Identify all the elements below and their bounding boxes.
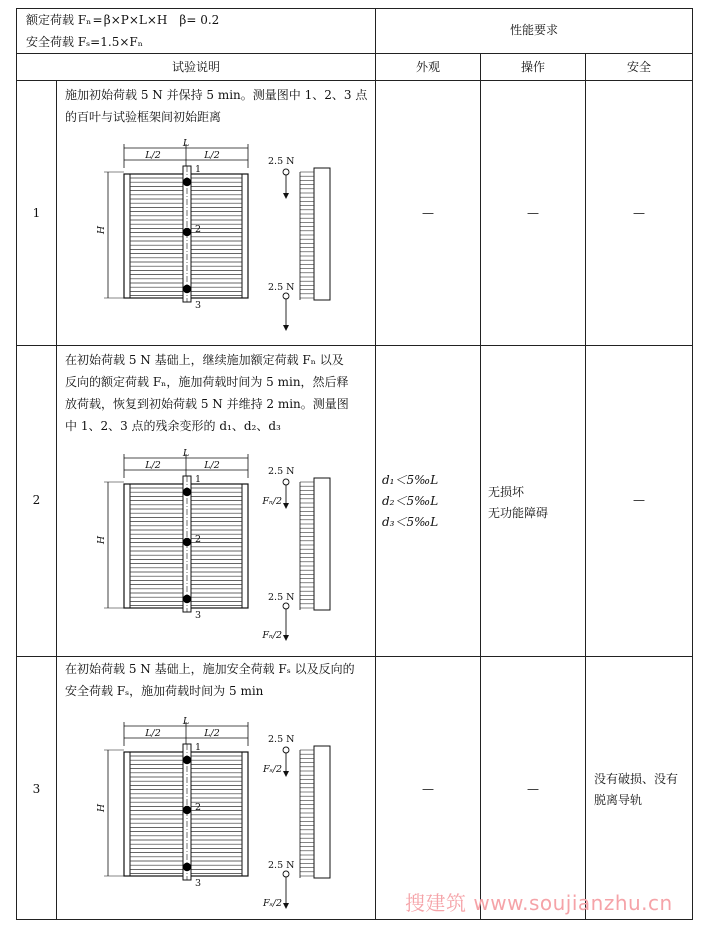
criterion-line: d₃＜5‰L xyxy=(382,515,439,529)
arrowhead xyxy=(283,771,289,777)
measure-point xyxy=(183,285,191,293)
point-label-2: 2 xyxy=(195,534,202,545)
appearance-criteria xyxy=(382,470,438,533)
criterion-line: d₂＜5‰L xyxy=(382,494,439,508)
force-label-top: Fₙ/2 xyxy=(262,496,282,507)
load-label-top: 2.5 N xyxy=(268,734,295,745)
measure-point xyxy=(183,756,191,764)
load-point-top xyxy=(283,747,289,753)
column-header-test-description: 试验说明 xyxy=(171,60,220,74)
performance-requirements-heading: 性能要求 xyxy=(509,23,558,37)
load-label-bottom: 2.5 N xyxy=(268,282,295,293)
label-H: H xyxy=(96,225,107,235)
appearance-value: — xyxy=(422,206,434,220)
diagram-svg xyxy=(90,448,350,641)
point-label-1: 1 xyxy=(195,742,202,753)
row-number: 3 xyxy=(32,782,41,796)
table-border-bottom xyxy=(16,919,693,920)
label-L2-right: L/2 xyxy=(204,460,220,471)
load-label-top: 2.5 N xyxy=(268,156,295,167)
point-label-3: 3 xyxy=(195,610,202,621)
diagram-svg xyxy=(90,138,350,318)
table-border-right xyxy=(692,8,693,920)
label-L2-left: L/2 xyxy=(145,150,161,161)
side-view-panel xyxy=(314,478,330,610)
appearance-value: — xyxy=(422,782,434,796)
label-H: H xyxy=(96,535,107,545)
point-label-2: 2 xyxy=(195,802,202,813)
arrowhead xyxy=(283,193,289,199)
divider-header-horizontal xyxy=(16,53,693,54)
row-number: 1 xyxy=(32,206,41,220)
load-point-bottom xyxy=(283,871,289,877)
description-line: 安全荷载 Fₛ，施加荷载时间为 5 min xyxy=(65,684,264,698)
measure-point xyxy=(183,488,191,496)
operation-value: — xyxy=(527,206,539,220)
point-label-3: 3 xyxy=(195,878,202,889)
point-label-1: 1 xyxy=(195,474,202,485)
divider-row1-row2 xyxy=(16,345,693,346)
divider-colheader-bottom xyxy=(16,80,693,81)
formula-rated-load: 额定荷载 Fₙ = β×P×L×H β= 0.2 xyxy=(26,13,220,27)
description-line: 放荷载，恢复到初始荷载 5 N 并维持 2 min。测量图 xyxy=(65,397,349,411)
load-point-top xyxy=(283,169,289,175)
safety-value: — xyxy=(633,206,645,220)
arrowhead xyxy=(283,635,289,641)
column-header-operation: 操作 xyxy=(520,60,545,74)
measure-point xyxy=(183,806,191,814)
test-description xyxy=(65,349,370,437)
load-point-bottom xyxy=(283,603,289,609)
label-L2-right: L/2 xyxy=(204,728,220,739)
test-diagram xyxy=(90,716,350,909)
load-label-top: 2.5 N xyxy=(268,466,295,477)
side-view-panel xyxy=(314,746,330,878)
arrowhead xyxy=(283,503,289,509)
description-line: 中 1、2、3 点的残余变形的 d₁、d₂、d₃ xyxy=(65,419,281,433)
divider-row2-row3 xyxy=(16,656,693,657)
label-L2-right: L/2 xyxy=(204,150,220,161)
label-L: L xyxy=(182,448,190,459)
force-label-bottom: Fₙ/2 xyxy=(262,630,282,641)
divider-perf-subheader xyxy=(375,53,376,54)
safety-criteria xyxy=(594,769,678,811)
measure-point xyxy=(183,538,191,546)
diagram-svg xyxy=(90,716,350,909)
measure-point xyxy=(183,595,191,603)
label-L: L xyxy=(182,138,190,149)
description-line: 在初始荷载 5 N 基础上，继续施加额定荷载 Fₙ 以及 xyxy=(65,353,344,367)
label-L2-left: L/2 xyxy=(145,460,161,471)
point-label-3: 3 xyxy=(195,300,202,311)
description-line: 在初始荷载 5 N 基础上，施加安全荷载 Fₛ 以及反向的 xyxy=(65,662,355,676)
watermark: 搜建筑 www.soujianzhu.cn xyxy=(405,891,673,915)
point-label-1: 1 xyxy=(195,164,202,175)
arrowhead xyxy=(283,325,289,331)
label-L: L xyxy=(182,716,190,727)
row-number: 2 xyxy=(32,493,41,507)
measure-point xyxy=(183,863,191,871)
test-description xyxy=(65,84,370,128)
operation-value: — xyxy=(527,782,539,796)
table-border-top xyxy=(16,8,693,9)
description-line: 反向的额定荷载 Fₙ，施加荷载时间为 5 min，然后释 xyxy=(65,375,349,389)
test-description xyxy=(65,658,370,702)
description-line: 施加初始荷载 5 N 并保持 5 min。测量图中 1、2、3 点 xyxy=(65,88,368,102)
test-diagram xyxy=(90,448,350,641)
load-point-bottom xyxy=(283,293,289,299)
load-point-top xyxy=(283,479,289,485)
criterion-line: 无损坏 xyxy=(488,485,525,499)
divider-operation-safety xyxy=(585,53,586,920)
safety-value: — xyxy=(633,493,645,507)
criterion-line: 无功能障碍 xyxy=(488,506,549,520)
divider-number-col xyxy=(56,80,57,920)
load-label-bottom: 2.5 N xyxy=(268,860,295,871)
column-header-safety: 安全 xyxy=(626,60,651,74)
force-label-bottom: Fₛ/2 xyxy=(262,898,282,909)
side-view-panel xyxy=(314,168,330,300)
criterion-line: d₁＜5‰L xyxy=(382,473,439,487)
load-label-bottom: 2.5 N xyxy=(268,592,295,603)
force-label-top: Fₛ/2 xyxy=(262,764,282,775)
column-header-appearance: 外观 xyxy=(415,60,440,74)
criterion-line: 没有破损、没有 xyxy=(594,772,679,786)
description-line: 的百叶与试验框架间初始距离 xyxy=(65,110,222,124)
arrowhead xyxy=(283,903,289,909)
operation-criteria xyxy=(488,482,548,524)
point-label-2: 2 xyxy=(195,224,202,235)
label-H: H xyxy=(96,803,107,813)
criterion-line: 脱离导轨 xyxy=(594,793,643,807)
label-L2-left: L/2 xyxy=(145,728,161,739)
formula-safe-load: 安全荷载 Fₛ=1.5×Fₙ xyxy=(26,35,143,49)
test-diagram xyxy=(90,138,350,318)
measure-point xyxy=(183,178,191,186)
measure-point xyxy=(183,228,191,236)
